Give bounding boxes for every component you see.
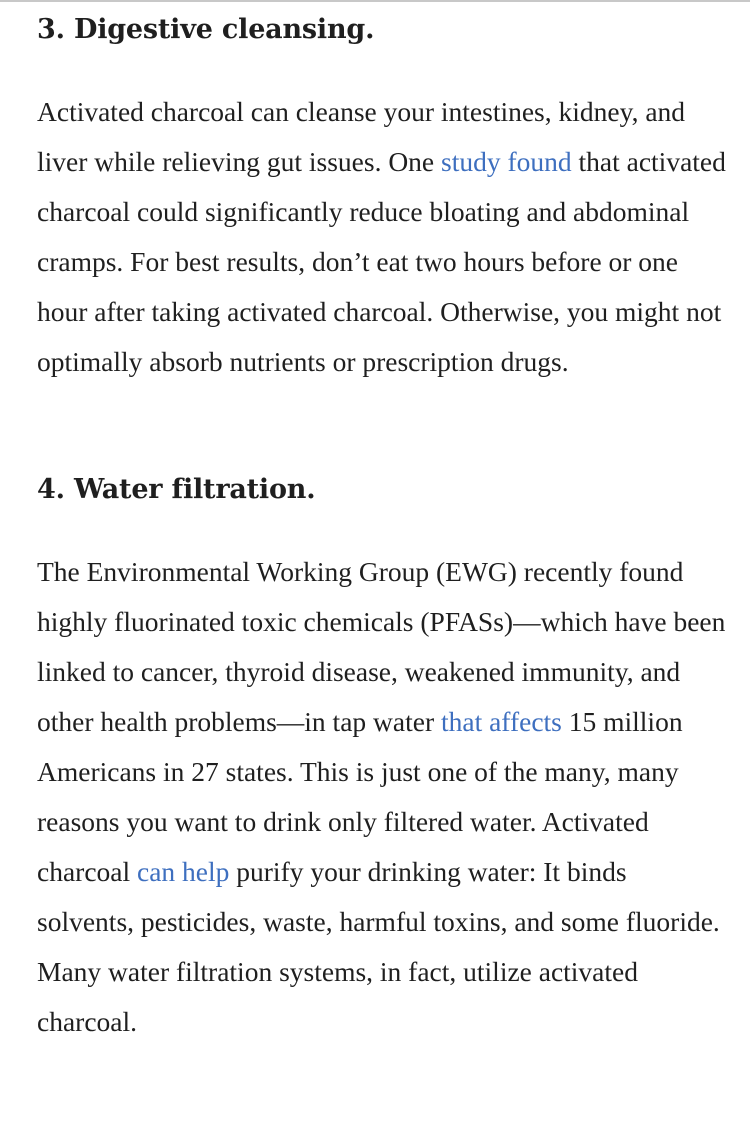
paragraph-text: The Environmental Working Group (EWG) recently found highly fluorinated toxic chemicals (PFASs)—which have been linked to cancer, thyroid disease, weakened immunity, and other health problems—in tap water xyxy=(37,556,726,737)
section-heading-water-filtration: 4. Water filtration. xyxy=(37,474,316,505)
can-help-link[interactable]: can help xyxy=(137,856,230,887)
study-found-link[interactable]: study found xyxy=(441,146,572,177)
paragraph-text: that activated charcoal could significantly reduce bloating and abdominal cramps. For best results, don’t eat two hours before or one hour after taking activated charcoal. Otherwise, you might not optimally absorb nutrients or prescription drugs. xyxy=(37,146,726,377)
paragraph-digestive-cleansing xyxy=(37,87,727,387)
paragraph-text: Activated charcoal can cleanse your intestines, kidney, and liver while relieving gut issues. One xyxy=(37,96,686,177)
that-affects-link[interactable]: that affects xyxy=(440,706,562,737)
paragraph-water-filtration xyxy=(37,547,727,1047)
top-divider xyxy=(0,0,750,2)
paragraph-text: 15 million Americans in 27 states. This is just one of the many, many reasons you want to drink only filtered water. Activated charcoal xyxy=(37,706,683,887)
section-heading-digestive-cleansing: 3. Digestive cleansing. xyxy=(37,14,375,45)
paragraph-text: purify your drinking water: It binds solvents, pesticides, waste, harmful toxins, and some fluoride. Many water filtration systems, in fact, utilize activated charcoal. xyxy=(37,856,720,1037)
